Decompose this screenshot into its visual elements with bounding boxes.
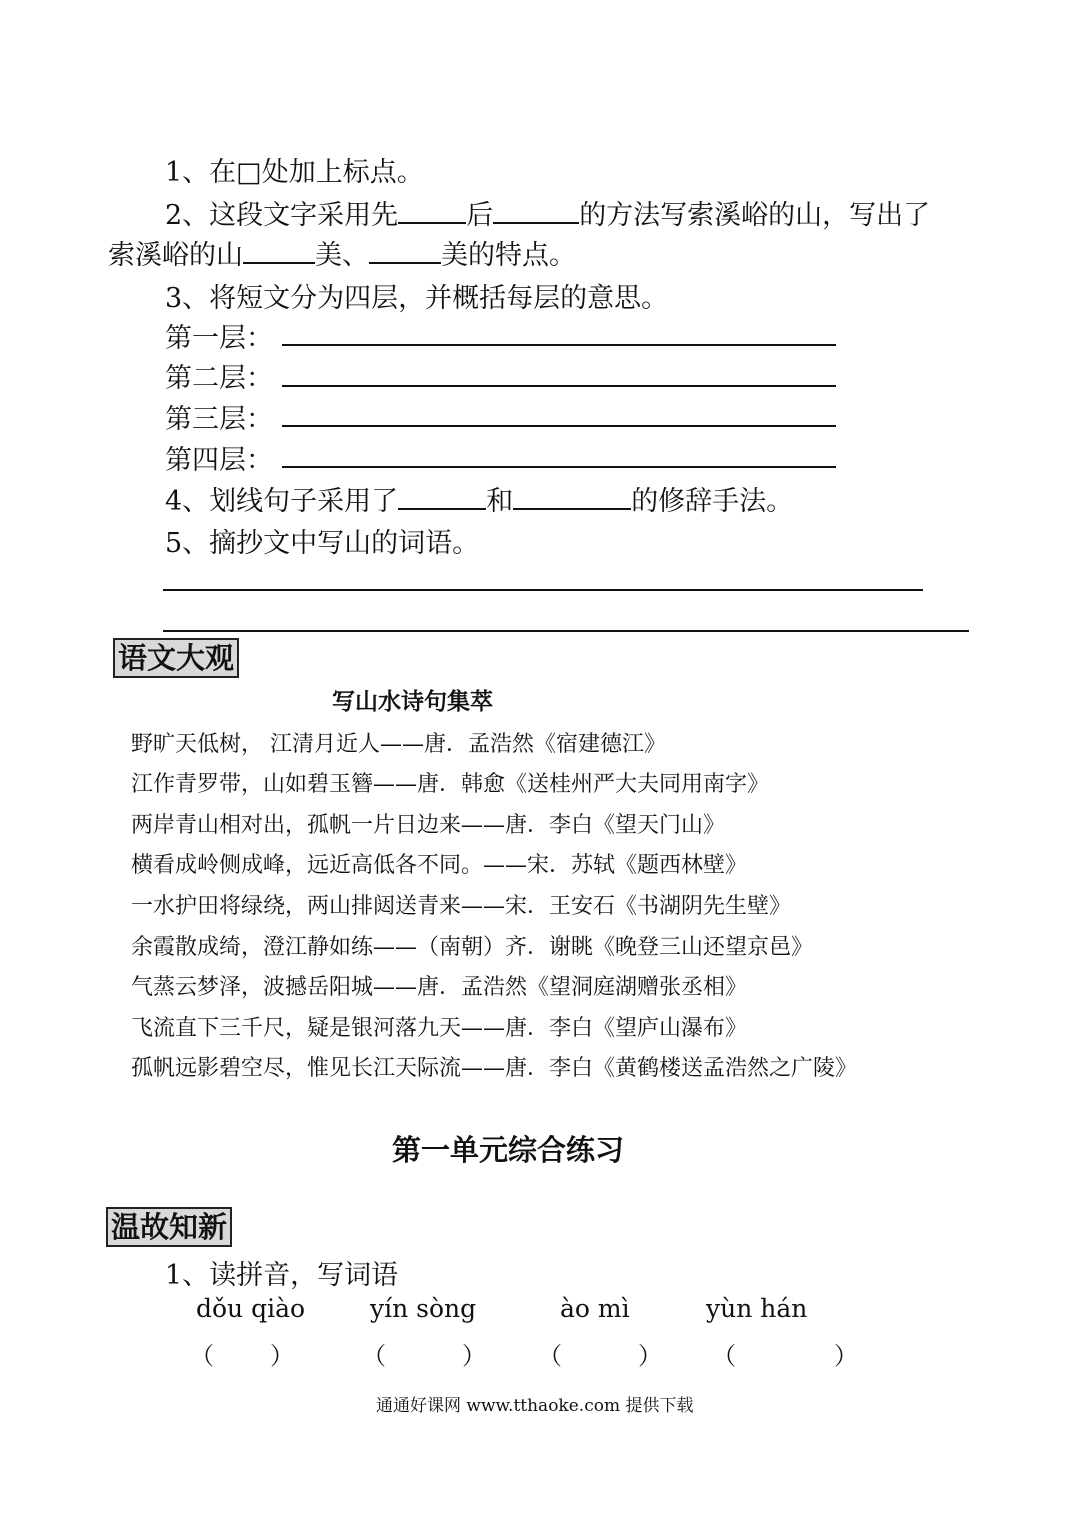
paren-open: （ [362,1342,386,1370]
section-label-review: 温故知新 [106,1207,232,1247]
poem-line: 一水护田将绿绕，两山排闼送青来——宋．王安石《书湖阴先生壁》 [131,894,792,919]
paren-open: （ [538,1342,562,1370]
question-2-text-a: 2、这段文字采用先 [165,200,399,231]
answer-line[interactable] [282,466,836,468]
pinyin-item: dǒu qiào [196,1294,306,1323]
answer-parentheses[interactable] [190,1336,294,1371]
question-2-text-b: 后 [466,200,494,231]
answer-line[interactable] [282,344,836,346]
question-1: 1、在□处加上标点。 [165,157,424,188]
question-2-line-1 [165,193,930,232]
paren-close: ） [638,1342,662,1370]
question-2-text-d: 索溪峪的山 [108,240,243,271]
poem-line: 余霞散成绮，澄江静如练——（南朝）齐．谢眺《晚登三山还望京邑》 [131,935,814,960]
question-4-text-a: 4、划线句子采用了 [165,486,399,517]
answer-blank[interactable] [243,238,315,264]
question-2-text-f: 美的特点。 [441,240,576,271]
answer-blank[interactable] [369,238,441,264]
poem-line: 两岸青山相对出，孤帆一片日边来——唐．李白《望天门山》 [131,813,726,838]
poem-line: 气蒸云梦泽，波撼岳阳城——唐．孟浩然《望洞庭湖赠张丞相》 [131,975,748,1000]
answer-blank[interactable] [398,198,466,224]
question-5: 5、摘抄文中写山的词语。 [165,528,480,559]
answer-parentheses[interactable] [712,1336,858,1371]
answer-blank[interactable] [513,484,631,510]
section-label-overview: 语文大观 [113,638,239,678]
pinyin-item: yín sòng [370,1294,477,1323]
answer-blank[interactable] [398,484,486,510]
question-3: 3、将短文分为四层，并概括每层的意思。 [165,283,669,314]
answer-parentheses[interactable] [362,1336,486,1371]
layer-label-2: 第二层： [165,363,273,394]
layer-label-3: 第三层： [165,404,273,435]
question-4 [165,479,793,518]
paren-close: ） [834,1342,858,1370]
question-4-text-c: 的修辞手法。 [631,486,794,517]
poem-line: 飞流直下三千尺，疑是银河落九天——唐．李白《望庐山瀑布》 [131,1016,748,1041]
question-4-text-b: 和 [486,486,514,517]
paren-close: ） [270,1342,294,1370]
answer-line[interactable] [163,630,969,632]
overview-title: 写山水诗句集萃 [332,688,493,715]
question-2-text-e: 美、 [315,240,369,271]
question-2-line-2 [108,233,576,272]
pinyin-item: yùn hán [706,1294,808,1323]
answer-line[interactable] [282,425,836,427]
question-2-text-c: 的方法写索溪峪的山，写出了 [579,200,931,231]
answer-blank[interactable] [493,198,579,224]
footer-text: 通通好课网 www.tthaoke.com 提供下载 [376,1396,694,1416]
poem-line: 横看成岭侧成峰，远近高低各不同。——宋．苏轼《题西林壁》 [131,853,748,878]
layer-label-1: 第一层： [165,323,273,354]
paren-open: （ [712,1342,736,1370]
poem-line: 孤帆远影碧空尽，惟见长江天际流——唐．李白《黄鹤楼送孟浩然之广陵》 [131,1056,858,1081]
answer-line[interactable] [282,385,836,387]
poem-line: 野旷天低树， 江清月近人——唐．孟浩然《宿建德江》 [131,732,666,757]
answer-line[interactable] [163,589,923,591]
poem-line: 江作青罗带，山如碧玉簪——唐．韩愈《送桂州严大夫同用南字》 [131,772,770,797]
pinyin-item: ào mì [560,1294,630,1323]
paren-close: ） [462,1342,486,1370]
layer-label-4: 第四层： [165,445,273,476]
answer-parentheses[interactable] [538,1336,662,1371]
paren-open: （ [190,1342,214,1370]
unit-title: 第一单元综合练习 [392,1133,625,1167]
unit-question-1: 1、读拼音，写词语 [165,1260,399,1291]
